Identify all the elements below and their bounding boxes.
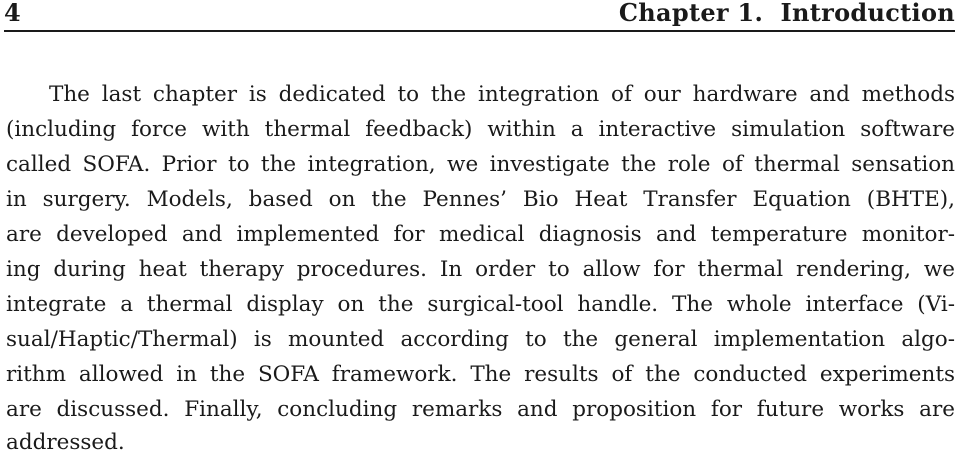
text-line: integrate a thermal display on the surgical-tool handle. The whole interface (Vi- <box>6 292 955 317</box>
text-line: addressed. <box>6 430 125 455</box>
text-line: are discussed. Finally, concluding remarks and proposition for future works are <box>6 397 955 422</box>
text-line: (including force with thermal feedback) within a interactive simulation software <box>6 117 955 142</box>
running-header <box>4 0 955 30</box>
text-line: in surgery. Models, based on the Pennes’ Bio Heat Transfer Equation (BHTE), <box>6 187 955 212</box>
text-line: are developed and implemented for medical diagnosis and temperature monitor- <box>6 222 955 247</box>
text-line: rithm allowed in the SOFA framework. The results of the conducted experiments <box>6 362 955 387</box>
header-rule <box>4 30 955 32</box>
text-line: The last chapter is dedicated to the integration of our hardware and methods <box>49 82 955 107</box>
text-line: ing during heat therapy procedures. In order to allow for thermal rendering, we <box>6 257 955 282</box>
text-line: sual/Haptic/Thermal) is mounted according to the general implementation algo- <box>6 327 955 352</box>
text-line: called SOFA. Prior to the integration, we investigate the role of thermal sensation <box>6 152 955 177</box>
chapter-title: Chapter 1. Introduction <box>618 0 955 27</box>
page-number: 4 <box>4 0 21 27</box>
